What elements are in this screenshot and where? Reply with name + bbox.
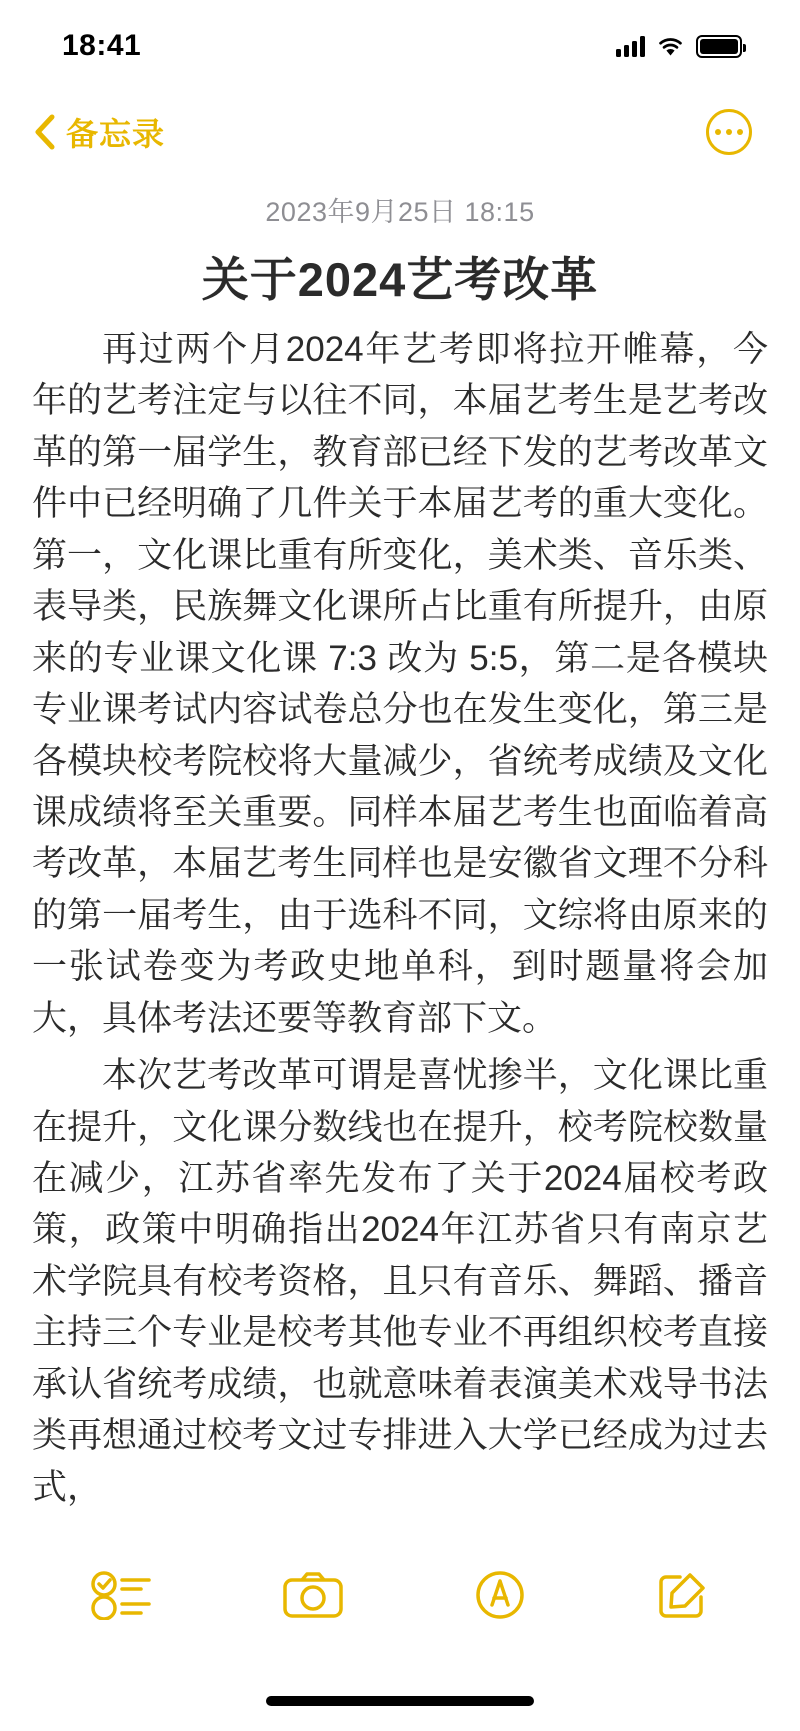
note-content[interactable] [0, 190, 800, 1513]
cellular-signal-icon [616, 35, 645, 57]
wifi-icon [657, 36, 684, 57]
status-bar-indicators [616, 35, 742, 58]
home-indicator-area [0, 1671, 800, 1731]
status-bar [0, 0, 800, 92]
checklist-icon[interactable] [91, 1570, 153, 1620]
status-bar-time: 18:41 [62, 29, 142, 62]
home-indicator[interactable] [266, 1696, 534, 1706]
note-title: 关于2024艺考改革 [201, 253, 599, 306]
back-button[interactable] [34, 109, 165, 155]
note-timestamp: 2023年9月25日 18:15 [265, 197, 535, 227]
markup-pen-icon[interactable] [473, 1570, 527, 1620]
navigation-bar [0, 92, 800, 172]
camera-icon[interactable] [282, 1570, 344, 1620]
note-paragraph: 再过两个月2024年艺考即将拉开帷幕，今年的艺考注定与以往不同，本届艺考生是艺考改革的第一届学生，教育部已经下发的艺考改革文件中已经明确了几件关于本届艺考的重大变化。第一，文化课比重有所变化，美术类、音乐类、表导类，民族舞文化课所占比重有所提升，由原来的专业课文化课 7:3 改为 5:5，第二是各模块专业课考试内容试卷总分也在发生变化，第三是各模块校考院校将大量减少，省统考成绩及文化课成绩将至关重要。同样本届艺考生也面临着高考改革，本届艺考生同样也是安徽省文理不分科的第一届考生，由于选科不同，文综将由原来的一张试卷变为考政史地单科，到时题量将会加大，具体考法还要等教育部下文。 [32, 330, 768, 1038]
note-paragraph: 本次艺考改革可谓是喜忧掺半，文化课比重在提升，文化课分数线也在提升，校考院校数量在减少，江苏省率先发布了关于2024届校考政策，政策中明确指出2024年江苏省只有南京艺术学院具有校考资格，且只有音乐、舞蹈、播音主持三个专业是校考其他专业不再组织校考直接承认省统考成绩，也就意味着表演美术戏导书法类再想通过校考文过专排进入大学已经成为过去式， [32, 1056, 768, 1507]
compose-new-note-icon[interactable] [656, 1570, 710, 1620]
bottom-toolbar [0, 1547, 800, 1643]
battery-full-icon [696, 35, 742, 58]
chevron-left-icon [34, 114, 56, 150]
back-button-label: 备忘录 [66, 116, 166, 152]
more-options-icon[interactable] [706, 109, 752, 155]
